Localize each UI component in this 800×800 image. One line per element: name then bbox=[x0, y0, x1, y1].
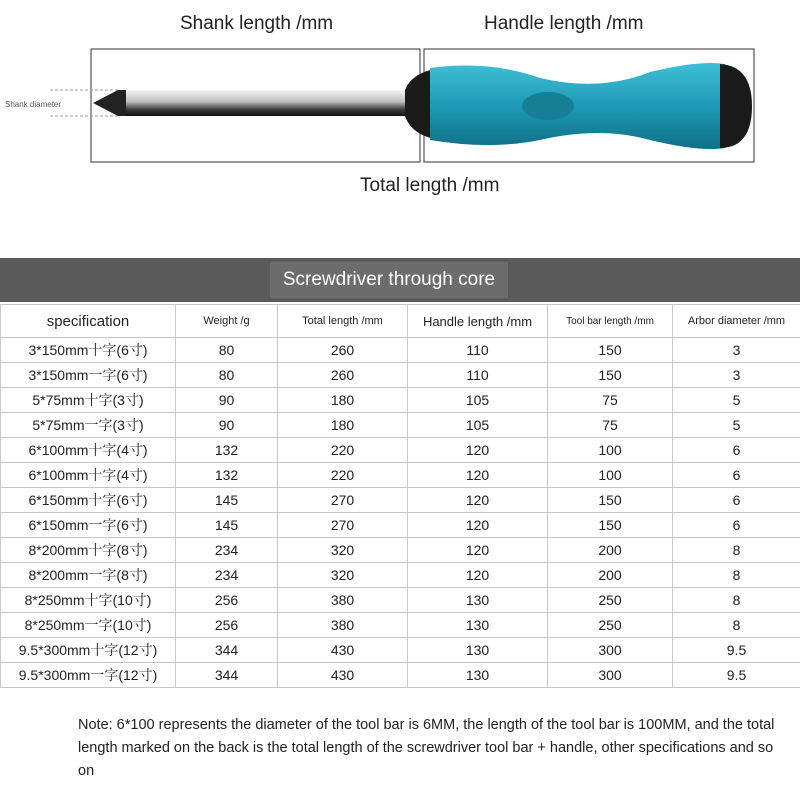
cell-specification: 8*200mm一字(8寸) bbox=[1, 563, 176, 588]
cell-total-length: 320 bbox=[278, 538, 408, 563]
cell-total-length: 220 bbox=[278, 463, 408, 488]
cell-tool-bar-length: 300 bbox=[548, 638, 673, 663]
screwdriver-shaft bbox=[126, 90, 416, 116]
cell-handle-length: 120 bbox=[408, 538, 548, 563]
cell-handle-length: 120 bbox=[408, 488, 548, 513]
cell-specification: 9.5*300mm一字(12寸) bbox=[1, 663, 176, 688]
cell-total-length: 180 bbox=[278, 413, 408, 438]
table-header-row bbox=[1, 305, 800, 338]
cell-specification: 8*250mm十字(10寸) bbox=[1, 588, 176, 613]
cell-specification: 9.5*300mm十字(12寸) bbox=[1, 638, 176, 663]
cell-handle-length: 130 bbox=[408, 613, 548, 638]
table-row bbox=[1, 488, 800, 513]
cell-total-length: 430 bbox=[278, 638, 408, 663]
table-row bbox=[1, 663, 800, 688]
handle-length-label: Handle length /mm bbox=[484, 13, 644, 34]
cell-arbor-diameter: 9.5 bbox=[673, 638, 800, 663]
table-row bbox=[1, 463, 800, 488]
screwdriver-tip bbox=[93, 90, 128, 116]
cell-total-length: 220 bbox=[278, 438, 408, 463]
cell-total-length: 180 bbox=[278, 388, 408, 413]
cell-weight: 80 bbox=[176, 363, 278, 388]
cell-weight: 80 bbox=[176, 338, 278, 363]
cell-specification: 5*75mm一字(3寸) bbox=[1, 413, 176, 438]
table-row bbox=[1, 363, 800, 388]
cell-arbor-diameter: 8 bbox=[673, 538, 800, 563]
cell-arbor-diameter: 6 bbox=[673, 438, 800, 463]
cell-weight: 234 bbox=[176, 563, 278, 588]
cell-weight: 132 bbox=[176, 438, 278, 463]
cell-handle-length: 130 bbox=[408, 663, 548, 688]
table-body bbox=[1, 338, 800, 688]
cell-total-length: 380 bbox=[278, 613, 408, 638]
cell-handle-length: 120 bbox=[408, 463, 548, 488]
cell-weight: 90 bbox=[176, 388, 278, 413]
cell-tool-bar-length: 75 bbox=[548, 388, 673, 413]
header-handle-length: Handle length /mm bbox=[408, 305, 548, 338]
cell-weight: 145 bbox=[176, 488, 278, 513]
table-row bbox=[1, 438, 800, 463]
cell-tool-bar-length: 150 bbox=[548, 338, 673, 363]
cell-tool-bar-length: 300 bbox=[548, 663, 673, 688]
cell-tool-bar-length: 250 bbox=[548, 588, 673, 613]
cell-arbor-diameter: 8 bbox=[673, 613, 800, 638]
cell-arbor-diameter: 8 bbox=[673, 563, 800, 588]
cell-specification: 8*200mm十字(8寸) bbox=[1, 538, 176, 563]
table-row bbox=[1, 338, 800, 363]
cell-total-length: 430 bbox=[278, 663, 408, 688]
cell-total-length: 260 bbox=[278, 338, 408, 363]
cell-weight: 145 bbox=[176, 513, 278, 538]
table-row bbox=[1, 388, 800, 413]
cell-arbor-diameter: 9.5 bbox=[673, 663, 800, 688]
cell-weight: 132 bbox=[176, 463, 278, 488]
cell-handle-length: 105 bbox=[408, 388, 548, 413]
cell-handle-length: 110 bbox=[408, 338, 548, 363]
cell-specification: 3*150mm十字(6寸) bbox=[1, 338, 176, 363]
cell-tool-bar-length: 150 bbox=[548, 363, 673, 388]
cell-arbor-diameter: 3 bbox=[673, 338, 800, 363]
cell-arbor-diameter: 6 bbox=[673, 463, 800, 488]
cell-weight: 344 bbox=[176, 638, 278, 663]
cell-arbor-diameter: 6 bbox=[673, 513, 800, 538]
cell-total-length: 320 bbox=[278, 563, 408, 588]
spec-table bbox=[0, 304, 800, 688]
table-row bbox=[1, 588, 800, 613]
cell-tool-bar-length: 100 bbox=[548, 438, 673, 463]
cell-handle-length: 120 bbox=[408, 438, 548, 463]
cell-specification: 8*250mm一字(10寸) bbox=[1, 613, 176, 638]
cell-total-length: 260 bbox=[278, 363, 408, 388]
cell-handle-length: 130 bbox=[408, 588, 548, 613]
header-arbor-diameter: Arbor diameter /mm bbox=[673, 305, 800, 338]
cell-tool-bar-length: 75 bbox=[548, 413, 673, 438]
cell-tool-bar-length: 200 bbox=[548, 563, 673, 588]
cell-tool-bar-length: 200 bbox=[548, 538, 673, 563]
cell-weight: 90 bbox=[176, 413, 278, 438]
table-row bbox=[1, 513, 800, 538]
cell-arbor-diameter: 5 bbox=[673, 388, 800, 413]
cell-specification: 6*100mm十字(4寸) bbox=[1, 463, 176, 488]
cell-specification: 6*150mm十字(6寸) bbox=[1, 488, 176, 513]
section-title: Screwdriver through core bbox=[270, 262, 508, 298]
cell-handle-length: 120 bbox=[408, 513, 548, 538]
header-weight: Weight /g bbox=[176, 305, 278, 338]
cell-handle-length: 105 bbox=[408, 413, 548, 438]
cell-tool-bar-length: 150 bbox=[548, 488, 673, 513]
cell-total-length: 270 bbox=[278, 488, 408, 513]
table-row bbox=[1, 413, 800, 438]
cell-arbor-diameter: 3 bbox=[673, 363, 800, 388]
table-row bbox=[1, 563, 800, 588]
cell-total-length: 270 bbox=[278, 513, 408, 538]
cell-specification: 6*100mm十字(4寸) bbox=[1, 438, 176, 463]
cell-weight: 234 bbox=[176, 538, 278, 563]
cell-arbor-diameter: 8 bbox=[673, 588, 800, 613]
cell-weight: 344 bbox=[176, 663, 278, 688]
cell-tool-bar-length: 100 bbox=[548, 463, 673, 488]
cell-weight: 256 bbox=[176, 613, 278, 638]
footnote: Note: 6*100 represents the diameter of the tool bar is 6MM, the length of the tool bar is 100MM, and the total length marked on the back is the total length of the screwdriver tool bar + handle, other specifications and so on bbox=[78, 717, 775, 779]
cell-total-length: 380 bbox=[278, 588, 408, 613]
handle-grip-recess bbox=[522, 92, 574, 120]
header-specification: specification bbox=[1, 305, 176, 338]
cell-arbor-diameter: 6 bbox=[673, 488, 800, 513]
table-row bbox=[1, 613, 800, 638]
cell-weight: 256 bbox=[176, 588, 278, 613]
table-row bbox=[1, 638, 800, 663]
cell-specification: 3*150mm一字(6寸) bbox=[1, 363, 176, 388]
cell-tool-bar-length: 150 bbox=[548, 513, 673, 538]
cell-handle-length: 120 bbox=[408, 563, 548, 588]
cell-handle-length: 130 bbox=[408, 638, 548, 663]
cell-specification: 5*75mm十字(3寸) bbox=[1, 388, 176, 413]
cell-specification: 6*150mm一字(6寸) bbox=[1, 513, 176, 538]
shank-diameter-label: Shank diameter bbox=[5, 100, 62, 109]
screwdriver-handle bbox=[430, 63, 725, 149]
header-total-length: Total length /mm bbox=[278, 305, 408, 338]
shank-length-label: Shank length /mm bbox=[180, 13, 334, 34]
screwdriver-illustration bbox=[0, 40, 800, 170]
cell-arbor-diameter: 5 bbox=[673, 413, 800, 438]
total-length-label: Total length /mm bbox=[360, 175, 500, 196]
cell-tool-bar-length: 250 bbox=[548, 613, 673, 638]
handle-end-cap bbox=[720, 64, 752, 148]
cell-handle-length: 110 bbox=[408, 363, 548, 388]
table-row bbox=[1, 538, 800, 563]
header-tool-bar-length: Tool bar length /mm bbox=[548, 305, 673, 338]
